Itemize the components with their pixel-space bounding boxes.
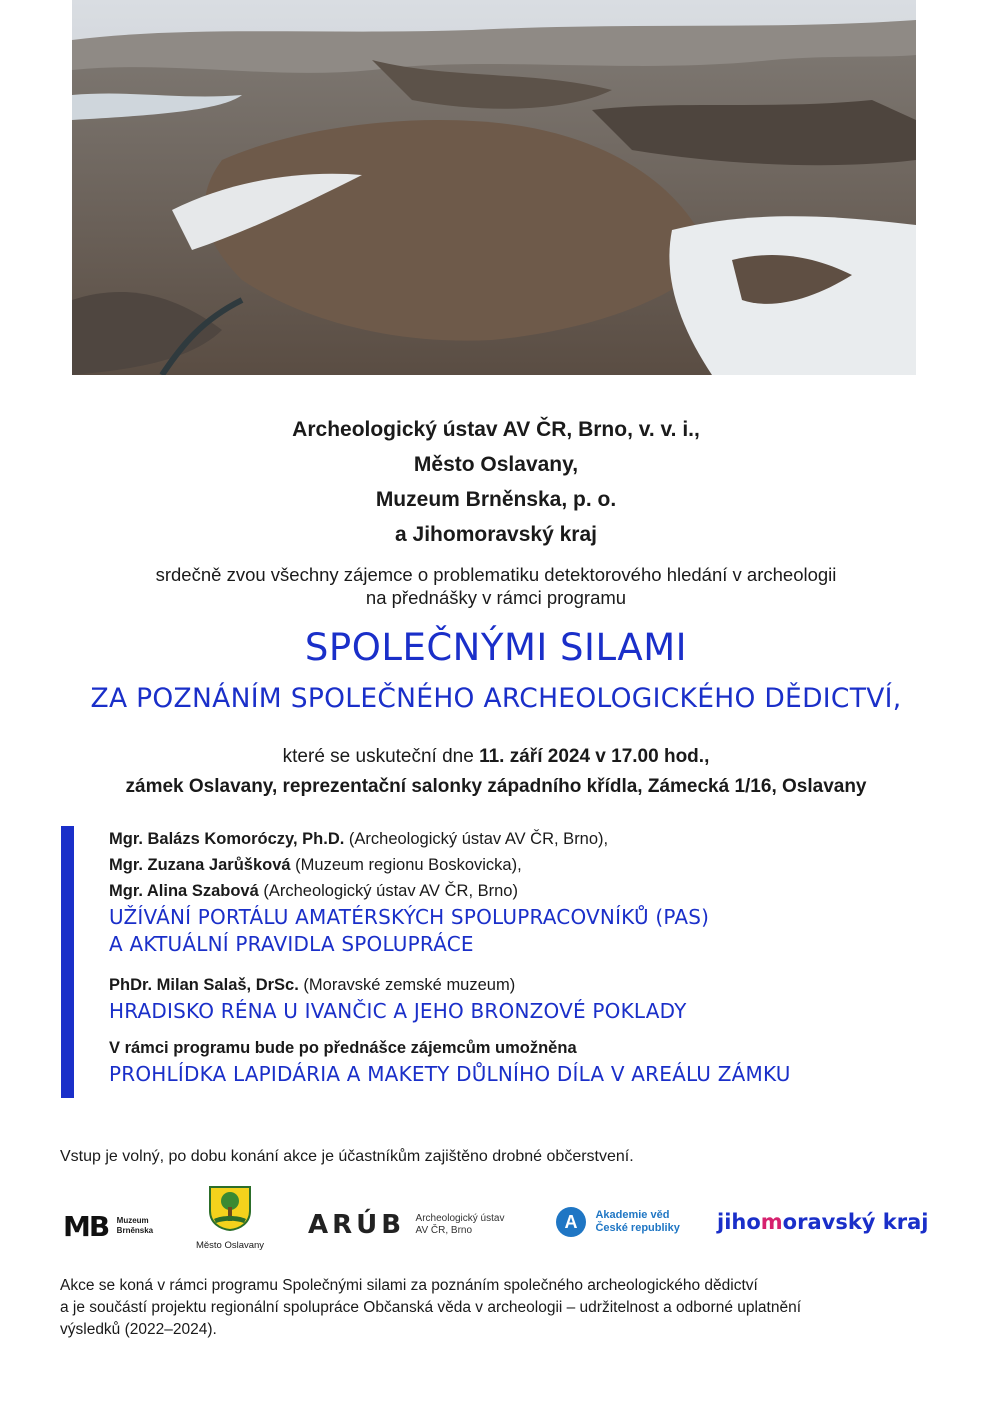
arub-logo: [308, 1210, 504, 1240]
program-title: SPOLEČNÝMI SILAMI: [304, 626, 688, 669]
oslavany-coat-of-arms-icon: [208, 1185, 252, 1231]
organizer-line: Město Oslavany,: [413, 453, 579, 476]
talk-title: UŽÍVÁNÍ PORTÁLU AMATÉRSKÝCH SPOLUPRACOVNÍKŮ (PAS): [109, 905, 710, 929]
tour-title: PROHLÍDKA LAPIDÁRIA A MAKETY DŮLNÍHO DÍLA V AREÁLU ZÁMKU: [109, 1062, 791, 1086]
footer-note: [60, 1275, 920, 1341]
speaker-name: Mgr. Alina Szabová: [109, 882, 259, 900]
speaker-org: (Archeologický ústav AV ČR, Brno): [258, 882, 518, 900]
speaker-org: (Moravské zemské muzeum): [298, 976, 516, 994]
jmk-text-c: oravský kraj: [782, 1210, 929, 1234]
oslavany-caption: Město Oslavany: [195, 1240, 265, 1251]
program-note: V rámci programu bude po přednášce zájemcům umožněna: [109, 1039, 577, 1057]
speaker-line: [109, 878, 939, 904]
mb-text-1: Muzeum: [116, 1216, 149, 1225]
organizers: [0, 412, 992, 552]
speaker-org: (Archeologický ústav AV ČR, Brno),: [344, 830, 609, 848]
logos-row: [60, 1185, 950, 1260]
event-details: [0, 742, 992, 802]
event-date-prefix: které se uskuteční dne: [282, 746, 480, 767]
talks-block: [109, 826, 939, 1088]
jihomoravsky-kraj-logo: [717, 1210, 928, 1234]
talk-title: A AKTUÁLNÍ PRAVIDLA SPOLUPRÁCE: [109, 932, 474, 956]
speaker-name: PhDr. Milan Salaš, DrSc.: [109, 976, 299, 994]
jmk-text-a: jiho: [717, 1210, 761, 1234]
jmk-text-m: m: [760, 1210, 783, 1234]
program-subtitle: ZA POZNÁNÍM SPOLEČNÉHO ARCHEOLOGICKÉHO DĚDICTVÍ,: [90, 683, 902, 714]
invite-line-2: na přednášky v rámci programu: [365, 587, 627, 608]
speaker-name: Mgr. Zuzana Jarůšková: [109, 856, 291, 874]
aerial-landscape-photo: [72, 0, 916, 375]
mb-mark: MB: [63, 1210, 109, 1243]
event-datetime: 11. září 2024 v 17.00 hod.,: [479, 746, 710, 767]
talk-title: HRADISKO RÉNA U IVANČIC A JEHO BRONZOVÉ POKLADY: [109, 999, 687, 1023]
muzeum-brnenska-logo: [63, 1210, 153, 1243]
av-mark: A: [564, 1212, 578, 1232]
arub-mark: ARÚB: [308, 1210, 406, 1240]
event-venue: zámek Oslavany, reprezentační salonky západního křídla, Zámecká 1/16, Oslavany: [125, 776, 867, 797]
akademie-ved-circle-icon: [556, 1207, 586, 1237]
speaker-org: (Muzeum regionu Boskovicka),: [290, 856, 522, 874]
accent-bar: [61, 826, 74, 1098]
event-date-line: [0, 742, 992, 772]
oslavany-logo: [180, 1185, 280, 1251]
entry-note: Vstup je volný, po dobu konání akce je účastníkům zajištěno drobné občerstvení.: [60, 1148, 634, 1165]
speaker-line: [109, 972, 939, 998]
akademie-ved-logo: [556, 1207, 680, 1237]
organizer-line: Muzeum Brněnska, p. o.: [375, 488, 617, 511]
footer-line: výsledků (2022–2024).: [60, 1321, 217, 1338]
av-text-2: České republiky: [595, 1222, 680, 1234]
organizer-line: a Jihomoravský kraj: [395, 523, 597, 546]
invite-line-1: srdečně zvou všechny zájemce o problematiku detektorového hledání v archeologii: [155, 564, 837, 585]
footer-line: Akce se koná v rámci programu Společnými silami za poznáním společného archeologického dědictví: [60, 1277, 758, 1294]
arub-text-2: AV ČR, Brno: [415, 1225, 473, 1236]
footer-line: a je součástí projektu regionální spolupráce Občanská věda v archeologii – udržitelnost a odborné uplatnění: [60, 1299, 802, 1316]
speaker-line: [109, 852, 939, 878]
speaker-line: [109, 826, 939, 852]
mb-text-2: Brněnska: [116, 1226, 154, 1235]
invitation-text: [0, 563, 992, 609]
av-text-1: Akademie věd: [595, 1209, 670, 1221]
organizer-line: Archeologický ústav AV ČR, Brno, v. v. i.,: [292, 418, 700, 441]
speaker-name: Mgr. Balázs Komoróczy, Ph.D.: [109, 830, 345, 848]
arub-text-1: Archeologický ústav: [415, 1213, 505, 1224]
